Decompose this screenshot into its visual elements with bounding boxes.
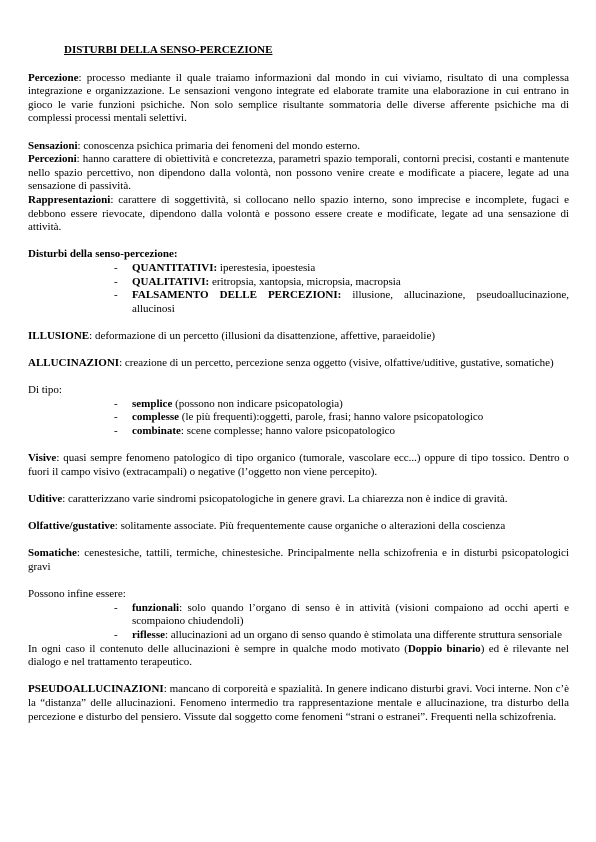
infine-list [28,602,569,643]
list-item-term: complesse [132,411,180,424]
visive-text: : quasi sempre fenomeno patologico di tipo organico (tumorale, vascolare ecc...) oppure di tipo tossico. Dentro o fuori il campo visivo (extracampali) o negative (l’oggetto non viene percepito). [28,452,569,478]
list-item [114,262,569,276]
rappresentazioni-paragraph [28,194,569,235]
list-item [114,289,569,316]
list-item-text: illusione, allucinazione, pseudoallucinazione, allucinosi [132,289,569,315]
sensazioni-text: : conoscenza psichica primaria dei fenomeni del mondo esterno. [77,139,361,152]
allucinazioni-text: : creazione di un percetto, percezione senza oggetto (visive, olfattive/uditive, gustative, somatiche) [119,357,554,370]
tipo-label: Di tipo: [28,384,62,397]
olfattive-text: : solitamente associate. Più frequentemente cause organiche o alterazioni della coscienza [114,520,506,533]
contenuto-after: ) ed è rilevante nel dialogo e nel trattamento terapeutico. [28,642,569,669]
pseudo-paragraph [28,683,569,724]
infine-label: Possono infine essere: [28,588,126,601]
list-item [114,411,569,425]
percezioni-paragraph [28,153,569,194]
pseudo-term: PSEUDOALLUCINAZIONI [28,683,164,696]
percezione-text: : processo mediante il quale traiamo informazioni dal mondo in cui viviamo, risultato di una complessa integrazione e organizzazione. Le sensazioni vengono integrate ed elaborate tramite una elaborazione in cui entrano in gioco le varie funzioni psichiche. Non solo semplice risultante sommatoria delle diverse afferente psichiche ma di complessi processi mentali selettivi. [28,71,569,125]
uditive-text: : caratterizzano varie sindromi psicopatologiche in genere gravi. La chiarezza non è indice di gravità. [62,493,508,505]
illusione-term: ILLUSIONE [28,329,90,342]
pseudo-text: : mancano di corporeità e spazialità. In genere indicano disturbi gravi. Voci interne. Non c’è la “distanza” delle allucinazioni. Fenomeno intermedio tra rappresentazione mentale e allucinazione, tra disturbo della percezione e disturbo del pensiero. Vissute dal soggetto come fenomeni “strani o estranei”. Frequenti nella schizofrenia. [28,683,569,723]
olfattive-paragraph [28,520,569,534]
disturbi-list [28,262,569,316]
list-item [114,629,569,643]
list-item-term: riflesse [132,628,165,641]
list-item-text: : solo quando l’organo di senso è in attività (visioni compaiono ad occhi aperti e scompaiono chiudendoli) [132,601,569,628]
sensazioni-paragraph [28,140,569,154]
document-page [28,44,569,724]
sensazioni-term: Sensazioni [28,139,78,152]
list-item-text: eritropsia, xantopsia, micropsia, macropsia [209,275,401,288]
list-item-text: : allucinazioni ad un organo di senso quando è stimolata una differente struttura sensoriale [164,628,562,641]
list-item-term: QUALITATIVI: [132,275,210,288]
allucinazioni-term: ALLUCINAZIONI [28,357,120,370]
contenuto-paragraph [28,643,569,670]
list-item [114,602,569,629]
somatiche-text: : cenestesiche, tattili, termiche, chinestesiche. Principalmente nella schizofrenia e in disturbi psicopatologici gravi [28,547,569,573]
list-item-text: iperestesia, ipoestesia [217,261,316,274]
list-item-text: (le più frequenti):oggetti, parole, frasi; hanno valore psicopatologico [179,411,484,424]
contenuto-before: In ogni caso il contenuto delle allucinazioni è sempre in qualche modo motivato ( [28,642,408,655]
doppio-binario-term: Doppio binario [407,642,481,655]
rappresentazioni-term: Rappresentazioni [28,193,111,206]
disturbi-heading [28,248,569,262]
uditive-paragraph [28,493,569,507]
olfattive-term: Olfattive/gustative [28,520,115,533]
disturbi-heading-text: Disturbi della senso-percezione: [28,248,178,261]
uditive-term: Uditive [28,493,63,505]
percezioni-text: : hanno carattere di obiettività e concretezza, parametri spazio temporali, contorni precisi, costanti e mantenute nello spazio percettivo, non dipendono dalla volontà, non possono venire create e modificate a piacere, legate ad una sensazione di passività. [28,153,569,193]
list-item-term: QUANTITATIVI: [132,261,218,274]
visive-paragraph [28,452,569,479]
list-item [114,398,569,412]
list-item-text: (possono non indicare psicopatologia) [172,397,343,410]
percezione-paragraph [28,72,569,126]
somatiche-paragraph [28,547,569,574]
somatiche-term: Somatiche [28,547,77,560]
allucinazioni-paragraph [28,357,569,371]
rappresentazioni-text: : carattere di soggettività, si collocano nello spazio interno, sono imprecise e incomplete, fugaci e debbono essere rievocate, dipendono dalla volontà e possono essere create e modificate, legate ad una sensazione di attività. [28,193,569,234]
illusione-text: : deformazione di un percetto (illusioni da disattenzione, affettive, paraeidolie) [89,329,436,342]
list-item-term: semplice [132,397,173,410]
list-item-term: FALSAMENTO DELLE PERCEZIONI: [132,289,342,302]
list-item-term: funzionali [132,601,180,614]
document-title: DISTURBI DELLA SENSO-PERCEZIONE [64,44,273,56]
list-item-term: combinate [132,425,181,438]
percezioni-term: Percezioni [28,153,77,166]
list-item [114,276,569,290]
tipo-list [28,398,569,439]
list-item [114,425,569,439]
illusione-paragraph [28,330,569,344]
percezione-term: Percezione [28,71,79,84]
list-item-text: : scene complesse; hanno valore psicopatologico [180,425,396,438]
visive-term: Visive [28,452,57,465]
